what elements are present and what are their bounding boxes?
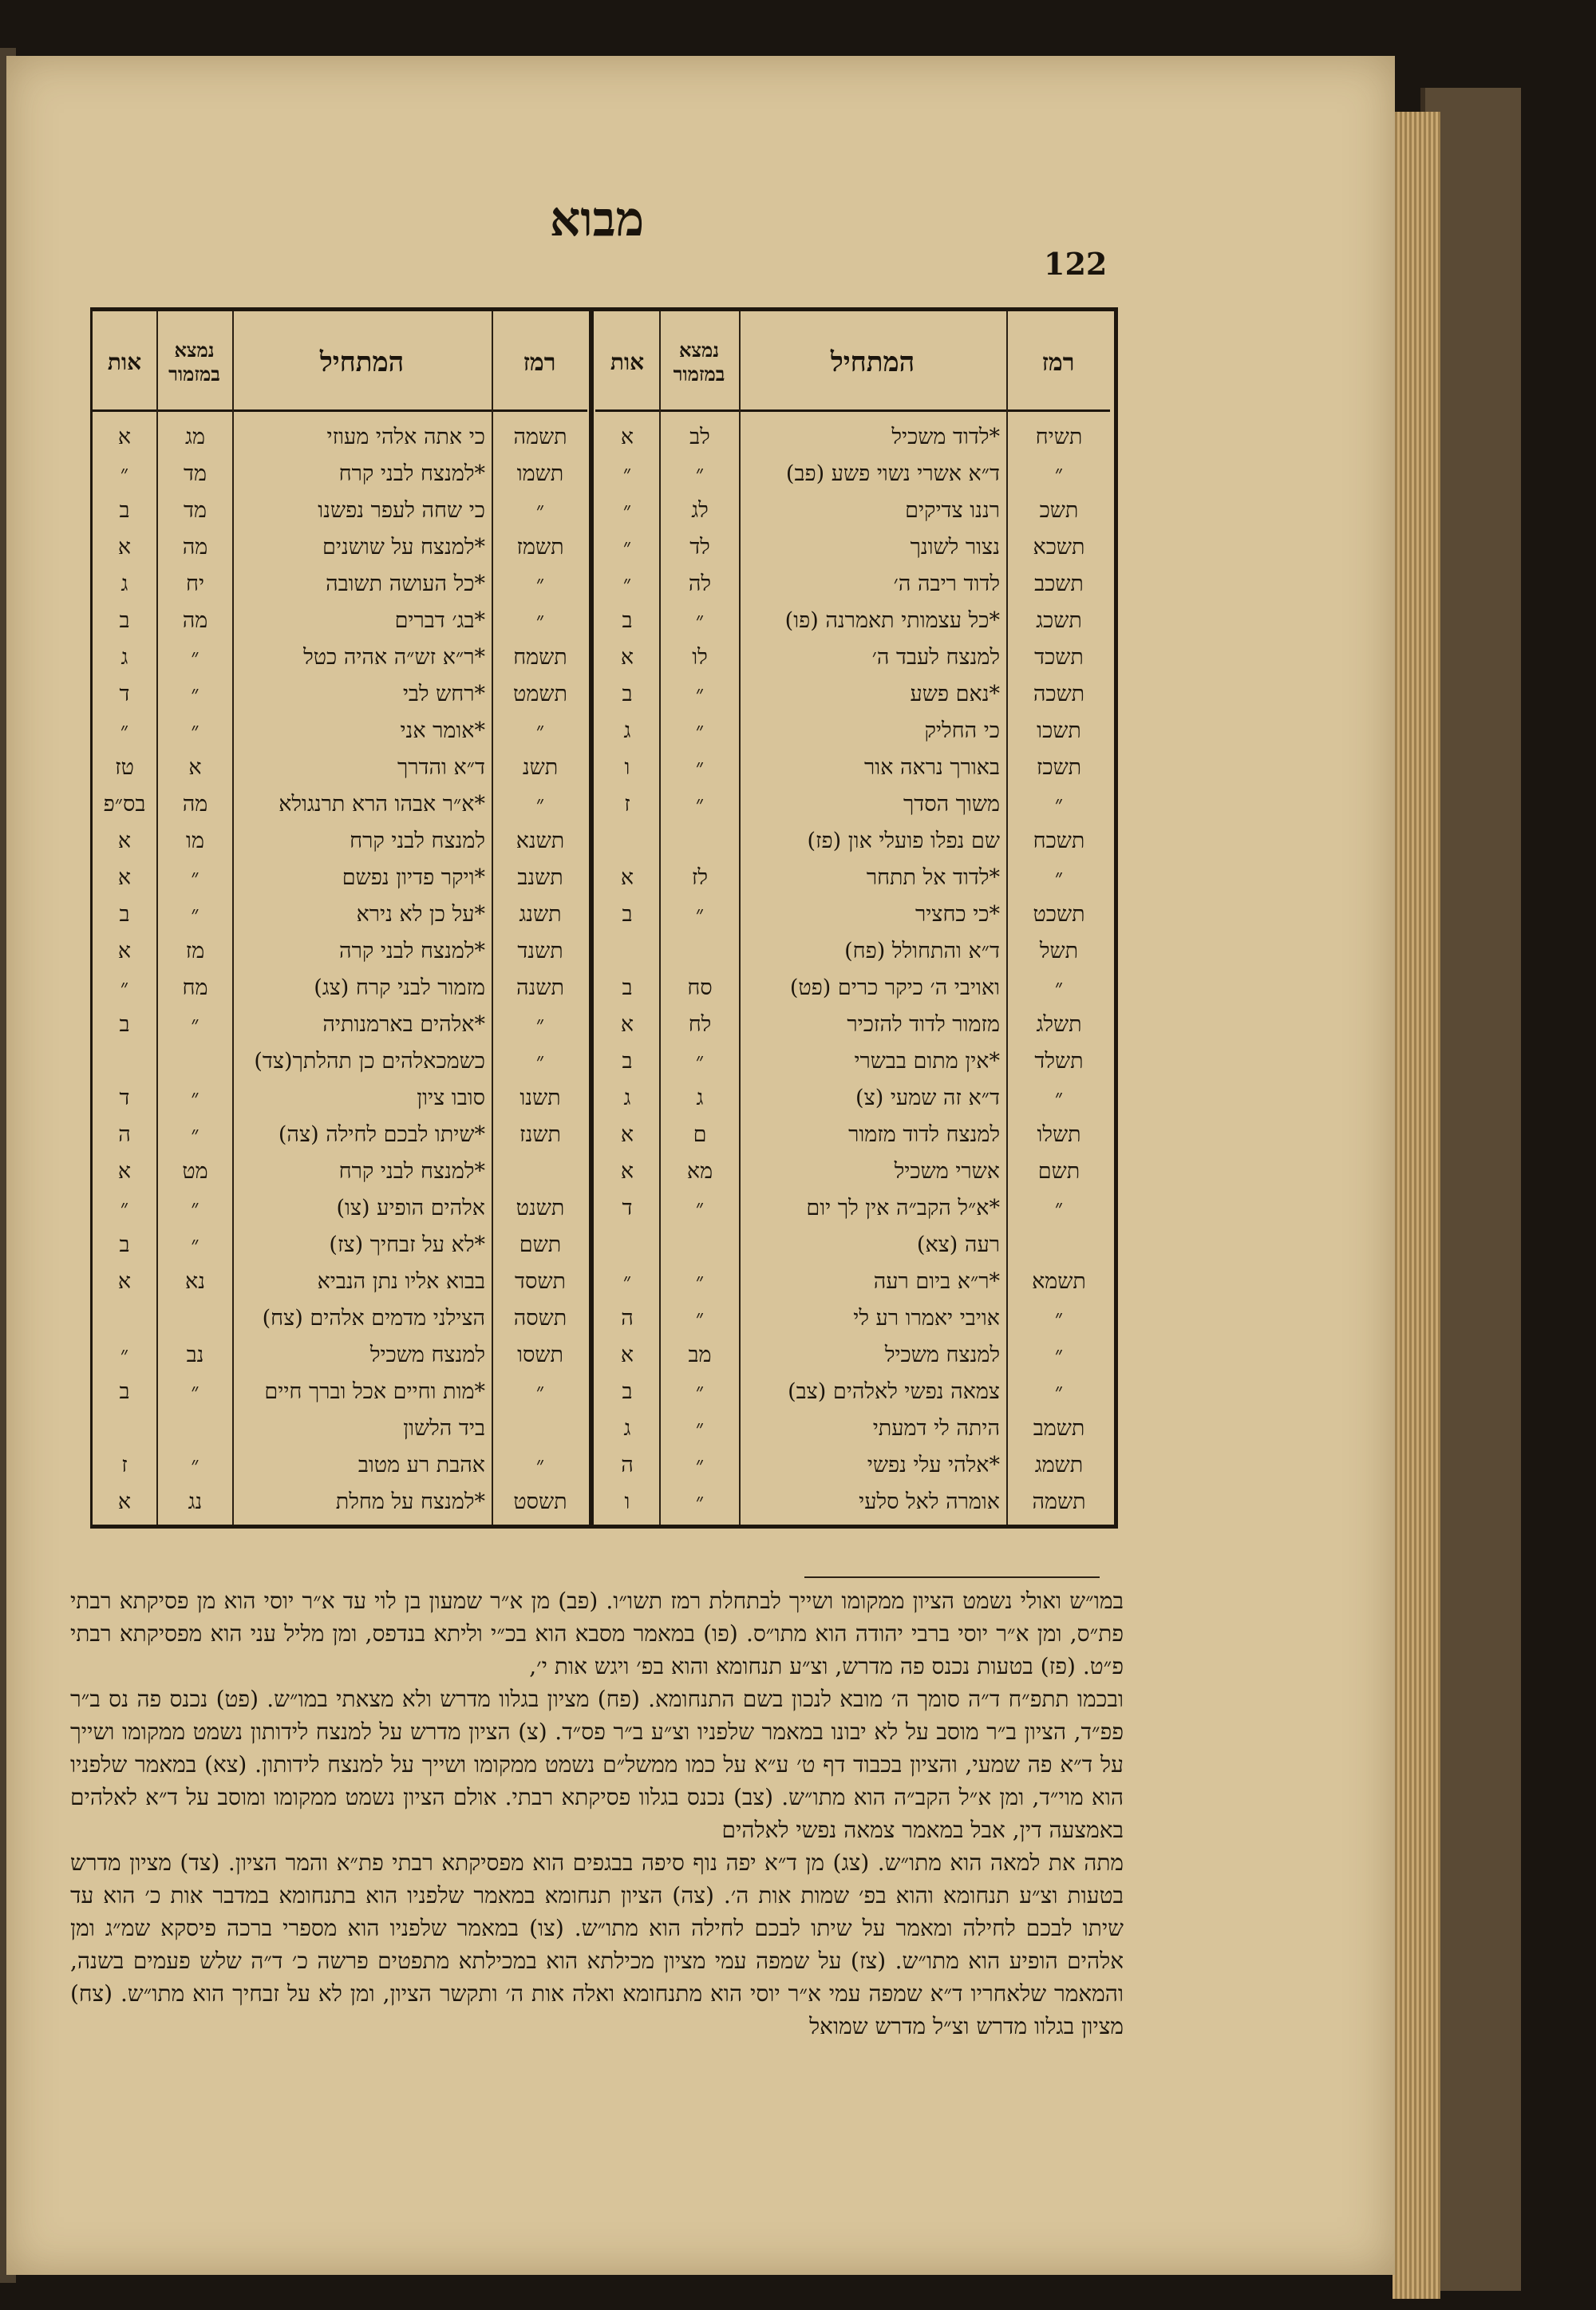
cell-mizmor: ״ (191, 1379, 200, 1404)
cell-remez: תשמא (1032, 1269, 1086, 1294)
cell-remez: תשם (1037, 1159, 1080, 1184)
cell-remez: ״ (535, 572, 545, 596)
cell-mizmor: ״ (695, 1269, 705, 1294)
page (6, 56, 1395, 2275)
cell-hamatchil: אהבת רע מטוב (358, 1453, 485, 1477)
col-ot-right: אות (595, 315, 659, 412)
cell-remez: תשם (519, 1232, 562, 1257)
cell-remez: תשנו (519, 1086, 561, 1110)
table-row (93, 492, 1114, 529)
cell-hamatchil: הצילני מדמים אלהים (צח) (262, 1306, 485, 1331)
cell-ot: א (117, 865, 132, 890)
cell-hamatchil: למנצח משכיל (884, 1343, 1000, 1367)
cell-hamatchil: ואויבי ה׳ כיקר כרים (פט) (789, 975, 1000, 1000)
cell-mizmor: ״ (191, 1086, 200, 1110)
cell-remez: תשל (1039, 939, 1079, 963)
cell-ot: ״ (120, 718, 129, 743)
cell-hamatchil: *למנצח לבני קרה (339, 939, 485, 963)
cell-remez: תשכה (1033, 682, 1085, 706)
cell-hamatchil: *לא על זבחיך (צז) (329, 1232, 485, 1257)
cell-hamatchil: אלהים הופיע (צו) (336, 1196, 485, 1220)
cell-mizmor: ״ (695, 1489, 705, 1514)
cell-mizmor: ״ (191, 645, 200, 670)
cell-hamatchil: נצור לשונך (910, 535, 1000, 560)
cell-remez: תשכב (1034, 572, 1084, 596)
cell-ot: ג (120, 572, 128, 596)
cell-remez: ״ (1054, 1086, 1064, 1110)
cell-mizmor: ״ (191, 682, 200, 706)
cell-hamatchil: *לדוד משכיל (891, 425, 1000, 449)
cell-ot: א (620, 865, 634, 890)
cell-remez: תשנז (519, 1122, 561, 1147)
table-row (93, 1190, 1114, 1227)
cell-hamatchil: *כל העושה תשובה (326, 572, 485, 596)
table-row (93, 1080, 1114, 1117)
cell-mizmor: מט (182, 1159, 208, 1184)
cell-remez: ״ (1054, 792, 1064, 817)
cell-mizmor: ם (693, 1122, 707, 1147)
cell-mizmor (158, 1410, 232, 1447)
cell-hamatchil: למנצח לעבד ה׳ (871, 645, 1000, 670)
cell-ot: ז (121, 1453, 128, 1477)
cell-hamatchil: *ויקר פדיון נפשם (342, 865, 485, 890)
cell-mizmor (661, 1227, 739, 1264)
cell-remez: תשמה (513, 425, 567, 449)
cell-hamatchil: *למנצח לבני קרח (338, 461, 485, 486)
cell-mizmor: ״ (191, 865, 200, 890)
table-row (93, 1374, 1114, 1410)
cell-ot (93, 1043, 156, 1080)
table-row (93, 1264, 1114, 1300)
cell-remez: תשלג (1036, 1012, 1082, 1037)
cell-mizmor: ״ (191, 718, 200, 743)
cell-hamatchil: מזמור לבני קרח (צג) (314, 975, 485, 1000)
cell-ot (595, 933, 659, 970)
cell-ot: ב (119, 902, 130, 927)
table-row (93, 676, 1114, 713)
cell-mizmor: מו (186, 829, 204, 853)
cell-hamatchil: ביד הלשון (403, 1416, 485, 1441)
cell-mizmor: א (188, 755, 202, 780)
cell-mizmor: ״ (695, 1196, 705, 1220)
cell-hamatchil: רננו צדיקים (905, 498, 1000, 523)
col-hamatchil-left: המתחיל (232, 315, 492, 412)
cell-remez: תשנב (517, 865, 563, 890)
cell-mizmor: נג (188, 1489, 203, 1514)
cell-hamatchil: *אלהי עלי נפשי (867, 1453, 1000, 1477)
cell-hamatchil: *א״ר אבהו הרא תרנגולא (279, 792, 485, 817)
cell-ot: ב (119, 1379, 130, 1404)
cell-mizmor: יח (185, 572, 205, 596)
cell-mizmor: מח (182, 975, 208, 1000)
cell-hamatchil: ד״א אשרי נשוי פשע (פב) (785, 461, 1000, 486)
table-row (93, 786, 1114, 823)
cell-ot: טז (115, 755, 134, 780)
cell-mizmor: ״ (191, 1232, 200, 1257)
cell-ot: ב (622, 902, 633, 927)
cell-hamatchil: *כל עצמותי תאמרנה (פו) (784, 608, 1000, 633)
cell-mizmor: מב (688, 1343, 712, 1367)
cell-mizmor: מג (185, 425, 205, 449)
cell-mizmor: ״ (695, 1453, 705, 1477)
table-row (93, 1410, 1114, 1447)
cell-ot: ז (624, 792, 630, 817)
cell-ot: ה (621, 1306, 634, 1331)
cell-mizmor: ״ (191, 1196, 200, 1220)
cell-remez: תשנ (522, 755, 559, 780)
col-hamatchil-right: המתחיל (739, 315, 1006, 412)
cell-hamatchil: *שיתו לבכם לחילה (צה) (278, 1122, 485, 1147)
cell-ot: ה (621, 1453, 634, 1477)
cell-mizmor: ״ (191, 1012, 200, 1037)
cell-hamatchil: *למנצח לבני קרח (338, 1159, 485, 1184)
table-row (93, 566, 1114, 603)
cell-ot: ב (119, 1012, 130, 1037)
cell-ot: א (117, 1159, 132, 1184)
cell-hamatchil: כי החליק (924, 718, 1000, 743)
cell-ot: א (117, 1489, 132, 1514)
cell-mizmor (661, 933, 739, 970)
cell-remez: תשכג (1036, 608, 1082, 633)
cell-hamatchil: *כי כחציר (915, 902, 1000, 927)
cell-hamatchil: כי שחה לעפר נפשנו (318, 498, 485, 523)
cell-mizmor: לג (691, 498, 709, 523)
cell-ot: ב (622, 608, 633, 633)
cell-remez: תשמח (513, 645, 567, 670)
cell-mizmor (661, 823, 739, 860)
col-remez-left: רמז (492, 315, 587, 412)
cell-ot: ב (622, 1049, 633, 1074)
cell-ot: ״ (622, 1269, 632, 1294)
cell-remez: ״ (1054, 461, 1064, 486)
cell-remez: תשמה (1032, 1489, 1086, 1514)
cell-ot: ה (118, 1122, 131, 1147)
cell-remez: ״ (535, 1012, 545, 1037)
table-row (93, 456, 1114, 492)
cell-hamatchil: למנצח לדוד מזמור (848, 1122, 1000, 1147)
cell-hamatchil: *למנצח על שושנים (322, 535, 485, 560)
table-row (93, 1007, 1114, 1043)
cell-ot: א (620, 1159, 634, 1184)
cell-hamatchil: באורך נראה אור (864, 755, 1000, 780)
table-row (93, 1153, 1114, 1190)
cell-hamatchil: אויבי יאמרו רע לי (853, 1306, 1000, 1331)
cell-remez: תשסו (517, 1343, 563, 1367)
cell-ot: ב (119, 1232, 130, 1257)
table-row (93, 639, 1114, 676)
cell-remez: ״ (1054, 975, 1064, 1000)
table-row (93, 750, 1114, 786)
cell-hamatchil: *רחש לבי (402, 682, 485, 706)
table-row (93, 713, 1114, 750)
cell-mizmor: מד (184, 461, 207, 486)
cell-hamatchil: מזמור לדוד להזכיר (847, 1012, 1000, 1037)
page-edges (1393, 112, 1440, 2299)
cell-ot: א (620, 1343, 634, 1367)
cell-ot: בס״פ (103, 792, 146, 817)
cell-remez: תשמב (1033, 1416, 1085, 1441)
cell-remez: תשכט (1033, 902, 1085, 927)
footnotes (70, 1584, 1124, 2043)
cell-remez: ״ (1054, 1306, 1064, 1331)
cell-mizmor: לח (688, 1012, 712, 1037)
cell-remez: תשנד (517, 939, 563, 963)
cell-remez: ״ (535, 608, 545, 633)
col-nimtza-left: נמצא במזמור (156, 315, 232, 412)
table-row (93, 1484, 1114, 1521)
cell-ot: ״ (622, 461, 632, 486)
cell-ot: ב (622, 682, 633, 706)
cell-hamatchil: *ר״א זש״ה אהיה כטל (303, 645, 485, 670)
cell-ot (93, 1410, 156, 1447)
cell-mizmor: ״ (695, 1416, 705, 1441)
cell-mizmor: ״ (695, 1049, 705, 1074)
table-row (93, 1447, 1114, 1484)
cell-hamatchil: *לדוד אל תתחר (866, 865, 1000, 890)
cell-hamatchil: *אין מתום בבשרי (854, 1049, 1000, 1074)
cell-ot: ד (119, 682, 130, 706)
cell-mizmor: ״ (191, 1453, 200, 1477)
cell-ot: א (620, 1122, 634, 1147)
index-table (90, 307, 1118, 1529)
cell-mizmor: ״ (695, 608, 705, 633)
cell-ot: ד (119, 1086, 130, 1110)
cell-mizmor: ״ (695, 902, 705, 927)
page-number: 122 (1044, 246, 1108, 282)
cell-hamatchil: אשרי משכיל (894, 1159, 1000, 1184)
cell-hamatchil: ד״א והדרך (397, 755, 485, 780)
cell-hamatchil: *בג׳ דברים (394, 608, 485, 633)
cell-ot: ו (624, 1489, 630, 1514)
col-remez-right: רמז (1006, 315, 1110, 412)
cell-ot: ״ (622, 498, 632, 523)
cell-ot: ג (623, 1416, 631, 1441)
cell-hamatchil: היתה לי דמעתי (872, 1416, 1000, 1441)
cell-ot: ג (623, 1086, 631, 1110)
cell-hamatchil: למנצח משכיל (369, 1343, 485, 1367)
cell-remez: תשנג (519, 902, 562, 927)
cell-mizmor: לו (692, 645, 708, 670)
cell-ot: ו (624, 755, 630, 780)
table-row (93, 1227, 1114, 1264)
footnote-paragraph: ובכמו תתפ״ח ד״ה סומך ה׳ מובא לנכון בשם התנחומא. (פח) מציון בגלוו מדרש ולא מצאתי במו״ש. (פט) נכנס פה נס ב״ר פפ״ד, הציון ב״ר מוסב על לא יבונו במאמר שלפניו וצ״ע ב״ר פס״ד. (צ) הציון מדרש על למנצח לידותון נשמט ממקומו ושייך על ד״א פה שמעי, והציון בכבוד דף ט׳ ע״א על כמו ממשל״ם נשמט ממקומו ושייך על למנצח לידותון. (צא) במאמר שלפניו הוא מוי״ד, ומן א״ל הקב״ה הוא מתו״ש. (צב) נכנס בגלוו פסיקתא רבתי. אולם הציון נשמט ממקומו ומוסב על ד״א לאלהים באמצעה דין, אבל במאמר צמאה נפשי לאלהים (70, 1686, 1124, 1843)
col-nimtza-right: נמצא במזמור (659, 315, 739, 412)
table-row (93, 419, 1114, 456)
cell-remez: ״ (1054, 1343, 1064, 1367)
table-row (93, 933, 1114, 970)
table-row (93, 896, 1114, 933)
cell-remez: ״ (535, 1049, 545, 1074)
cell-ot: ב (119, 498, 130, 523)
cell-remez: תשכא (1033, 535, 1085, 560)
table-row (93, 860, 1114, 896)
cell-mizmor: לה (688, 572, 712, 596)
cell-hamatchil: לדוד ריבה ה׳ (893, 572, 1000, 596)
cell-ot: ב (119, 608, 130, 633)
cell-ot: א (620, 425, 634, 449)
footnote-rule (804, 1576, 1100, 1578)
cell-hamatchil: בבוא אליו נתן הנביא (317, 1269, 485, 1294)
cell-remez: תשסד (515, 1269, 566, 1294)
cell-mizmor: ״ (695, 1306, 705, 1331)
cell-ot: ״ (120, 461, 129, 486)
cell-hamatchil: כי אתה אלהי מעוזי (326, 425, 485, 449)
cell-remez: תשמו (516, 461, 564, 486)
footnote-paragraph: מתה את למאה הוא מתו״ש. (צג) מן ד״א יפה נוף סיפה בבגפים הוא מפסיקתא רבתי פת״א והמר הציון. (צד) מציון מדרש בטעות וצ״ע תנחומא והוא בפ׳ שמות אות ה׳. (צה) הציון תנחומא במאמר שלפניו הוא בתנחומא במדבר אות כ׳ הוא עד שיתו לבכם לחילה ומאמר על שיתו לבכם לחילה הוא מתו״ש. (צו) במאמר שלפניו הוא מספרי ברכה פיסקא שמ״ג ומן אלהים הופיע הוא מתו״ש. (צז) על שמפה עמי מציון מכילתא הוא במכילתא מתפטים פרשה כ׳ ד״ה שלש פעמים בשנה, והמאמר שלאחריו ד״א שמפה עמי א״ר יוסי הוא מתנחומא ואלה אות ה׳ ותקשר הציון, ומן לא על זבחיך הוא מתו״ש. (צח) מציון בגלוו מדרש וצ״ל מדרש שמואל (70, 1849, 1124, 2039)
cell-remez: ״ (535, 718, 545, 743)
cell-hamatchil: צמאה נפשי לאלהים (צב) (788, 1379, 1000, 1404)
cell-ot: ״ (622, 535, 632, 560)
cell-mizmor: מא (686, 1159, 713, 1184)
cell-mizmor: ״ (695, 1379, 705, 1404)
col-ot-left: אות (93, 315, 156, 412)
cell-remez: תשלד (1034, 1049, 1084, 1074)
cell-ot: א (620, 1012, 634, 1037)
cell-remez (493, 1410, 587, 1447)
cell-ot: א (117, 535, 132, 560)
table-row (93, 1117, 1114, 1153)
cell-hamatchil: ד״א זה שמעי (צ) (855, 1086, 1000, 1110)
cell-ot: א (117, 829, 132, 853)
cell-ot: ג (623, 718, 631, 743)
cell-hamatchil: *נאם פשע (910, 682, 1000, 706)
cell-ot: ״ (120, 1343, 129, 1367)
cell-hamatchil: למנצח לבני קרח (350, 829, 485, 853)
cell-ot: ״ (120, 975, 129, 1000)
cell-hamatchil: *א״ל הקב״ה אין לך יום (806, 1196, 1000, 1220)
cell-remez: ״ (535, 1379, 545, 1404)
cell-hamatchil: *ר״א ביום רעה (873, 1269, 1000, 1294)
page-title: מבוא (549, 192, 645, 247)
cell-ot: ״ (120, 1196, 129, 1220)
cell-ot: ב (622, 1379, 633, 1404)
cell-mizmor: ״ (191, 1122, 200, 1147)
table-row (93, 1043, 1114, 1080)
cell-ot: ד (622, 1196, 633, 1220)
cell-hamatchil: *אומר אני (400, 718, 485, 743)
cell-remez: תשמט (513, 682, 567, 706)
cell-mizmor: לז (691, 865, 709, 890)
cell-mizmor: סח (687, 975, 713, 1000)
cell-hamatchil: אומרה לאל סלעי (859, 1489, 1000, 1514)
cell-remez: תשנה (516, 975, 564, 1000)
cell-ot: א (620, 645, 634, 670)
cell-ot: א (117, 425, 132, 449)
cell-ot (595, 1227, 659, 1264)
cell-mizmor: ״ (191, 902, 200, 927)
table-row (93, 823, 1114, 860)
cell-mizmor (158, 1300, 232, 1337)
cell-mizmor: ״ (695, 682, 705, 706)
cell-hamatchil: רעה (צא) (916, 1232, 1000, 1257)
cell-remez: תשסה (513, 1306, 567, 1331)
cell-remez: ״ (535, 1453, 545, 1477)
cell-hamatchil: סובו ציון (417, 1086, 485, 1110)
cell-mizmor (158, 1043, 232, 1080)
cell-mizmor: מה (182, 535, 208, 560)
cell-remez: ״ (1054, 1196, 1064, 1220)
cell-mizmor: ״ (695, 461, 705, 486)
cell-remez: תשיח (1035, 425, 1083, 449)
cell-remez: ״ (1054, 865, 1064, 890)
cell-remez: תשמז (516, 535, 564, 560)
cell-mizmor: ״ (695, 792, 705, 817)
cell-remez: תשכו (1037, 718, 1081, 743)
cell-ot: ״ (622, 572, 632, 596)
table-row (93, 970, 1114, 1007)
cell-mizmor: ״ (695, 755, 705, 780)
cell-remez (493, 1153, 587, 1190)
cell-mizmor: לב (689, 425, 710, 449)
cell-remez: ״ (1054, 1379, 1064, 1404)
cell-remez: תשכ (1039, 498, 1079, 523)
cell-ot (595, 823, 659, 860)
cell-remez: תשנא (516, 829, 565, 853)
cell-mizmor: מז (185, 939, 205, 963)
cell-mizmor: נב (186, 1343, 204, 1367)
cell-mizmor: לד (689, 535, 710, 560)
cell-mizmor: נא (185, 1269, 205, 1294)
cell-remez: תשנט (516, 1196, 565, 1220)
cell-ot (93, 1300, 156, 1337)
cell-remez: ״ (535, 792, 545, 817)
cell-hamatchil: כשמכאלהים כן תהלתך(צד) (254, 1049, 485, 1074)
footnote-paragraph: במו״ש ואולי נשמט הציון ממקומו ושייך לבתחלת רמז תשו״ו. (פב) מן א״ר שמעון בן לוי עד א״ר יוסי הוא מן פסיקתא רבתי פת״ס, ומן א״ר יוסי ברבי יהודה הוא מתו״ס. (פו) במאמר מסבא הוא בכ״י וליתא בנדפס, ומן מליל עני הוא מפסיקתא רבתי פ״ט. (פז) בטעות נכנס פה מדרש, וצ״ע תנחומא והוא בפ׳ ויגש אות י׳, (70, 1588, 1124, 1679)
cell-ot: ג (120, 645, 128, 670)
cell-mizmor: ג (696, 1086, 704, 1110)
cell-hamatchil: *על כן לא נירא (356, 902, 485, 927)
cell-mizmor: מד (184, 498, 207, 523)
cell-mizmor: ״ (695, 718, 705, 743)
table-row (93, 1337, 1114, 1374)
cell-hamatchil: ד״א והתחולל (פח) (844, 939, 1000, 963)
cell-hamatchil: שם נפלו פועלי און (פז) (807, 829, 1000, 853)
cell-remez: תשמג (1034, 1453, 1084, 1477)
cell-hamatchil: *אלהים בארמנותיה (322, 1012, 485, 1037)
cell-ot: א (117, 939, 132, 963)
table-row (93, 603, 1114, 639)
table-row (93, 529, 1114, 566)
cell-ot: א (117, 1269, 132, 1294)
cell-remez: תשכז (1036, 755, 1082, 780)
cell-mizmor: מה (182, 792, 208, 817)
cell-remez: תשכח (1033, 829, 1085, 853)
cell-ot: ב (622, 975, 633, 1000)
cell-remez: ״ (535, 498, 545, 523)
cell-remez: תשסט (513, 1489, 567, 1514)
cell-hamatchil: *למנצח על מחלת (335, 1489, 485, 1514)
table-row (93, 1300, 1114, 1337)
cell-mizmor: מה (182, 608, 208, 633)
cell-hamatchil: משוך הסדך (903, 792, 1000, 817)
cell-remez: תשלו (1037, 1122, 1081, 1147)
cell-hamatchil: *מות וחיים אכל וברך חיים (264, 1379, 485, 1404)
cell-remez (1008, 1227, 1110, 1264)
cell-remez: תשכד (1034, 645, 1084, 670)
